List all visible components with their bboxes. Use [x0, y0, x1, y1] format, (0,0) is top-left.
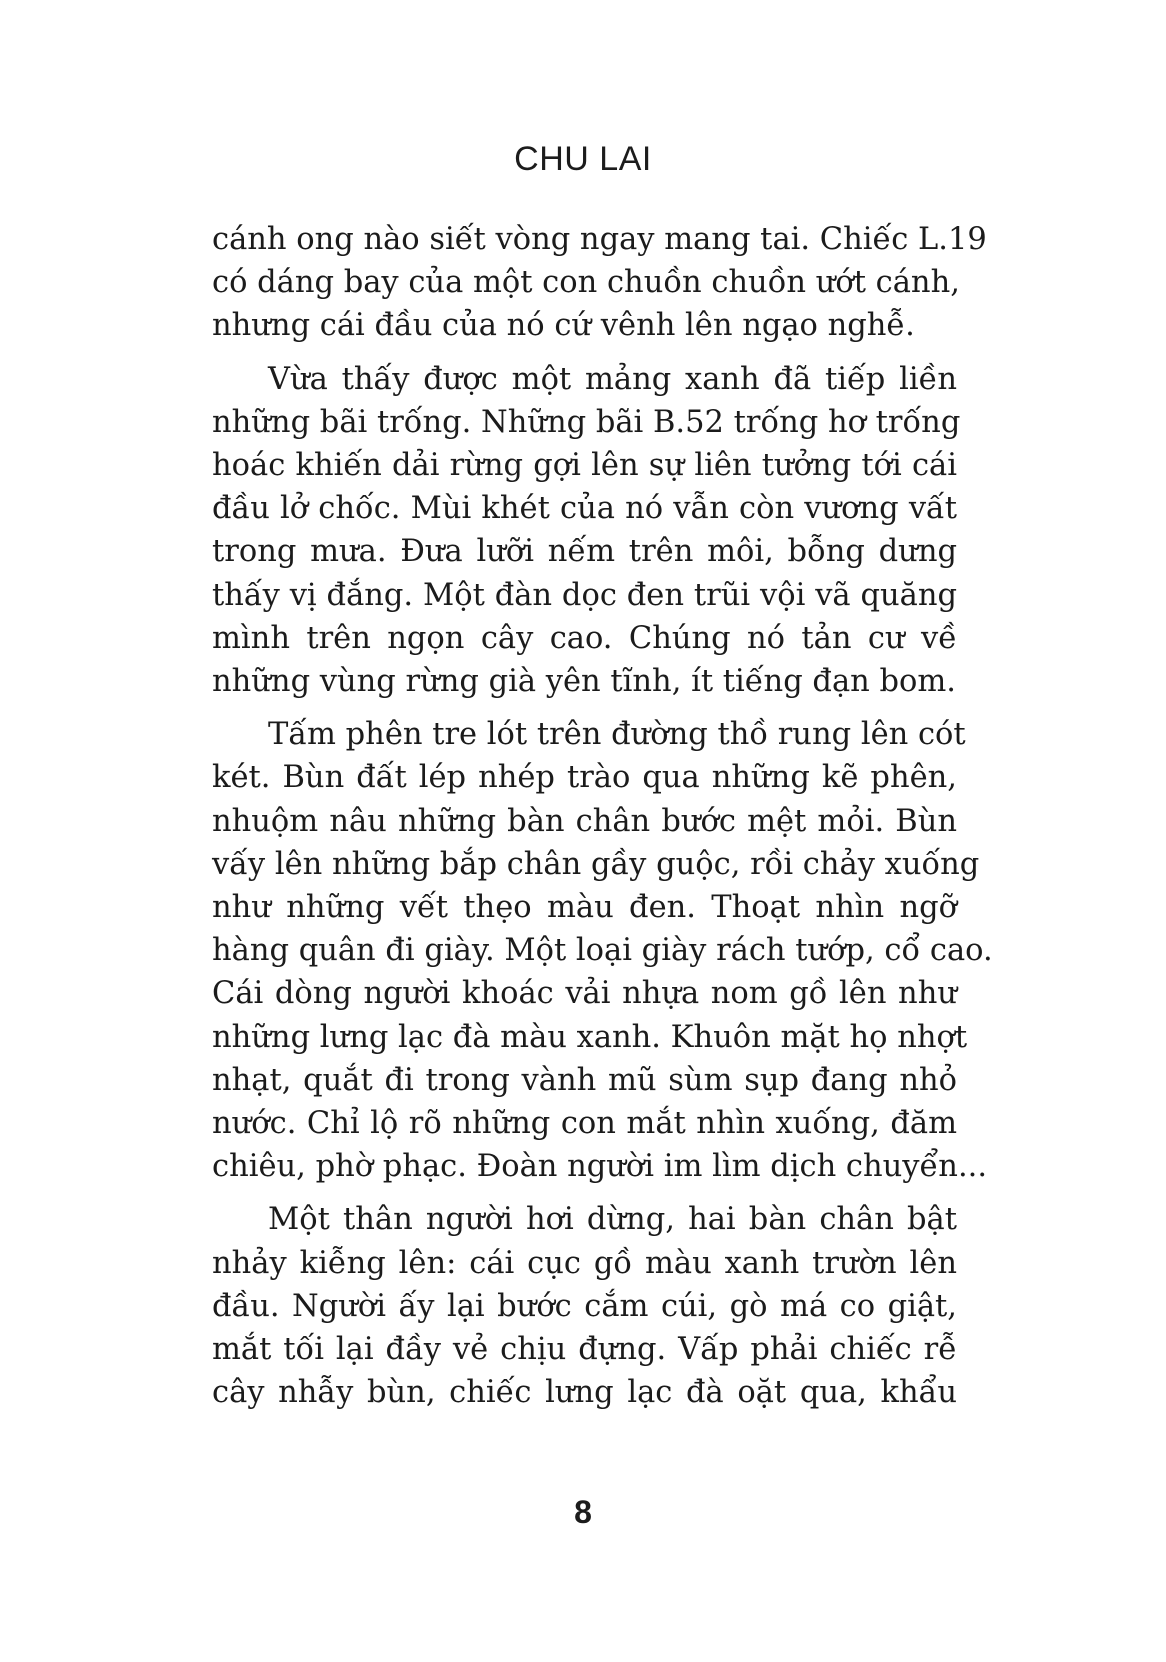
text-line: hoác khiến dải rừng gợi lên sự liên tưởng tới cái: [212, 448, 957, 484]
text-line: những bãi trống. Những bãi B.52 trống hơ trống: [212, 404, 961, 440]
text-line: thấy vị đắng. Một đàn dọc đen trũi vội vã quăng: [212, 577, 957, 613]
text-line: nhưng cái đầu của nó cứ vênh lên ngạo nghễ.: [212, 308, 915, 344]
paragraph-4: [212, 1198, 957, 1414]
text-line: nhạt, quắt đi trong vành mũ sùm sụp đang nhỏ: [212, 1062, 957, 1098]
paragraph-3: [212, 713, 993, 1188]
text-line: những lưng lạc đà màu xanh. Khuôn mặt họ nhợt: [212, 1019, 968, 1055]
text-line: nhuộm nâu những bàn chân bước mệt mỏi. Bùn: [212, 803, 957, 839]
page-number: 8: [574, 1494, 592, 1530]
text-line: mình trên ngọn cây cao. Chúng nó tản cư về: [212, 620, 957, 656]
text-line: cánh ong nào siết vòng ngay mang tai. Chiếc L.19: [212, 222, 987, 257]
text-line: đầu lở chốc. Mùi khét của nó vẫn còn vương vất: [212, 491, 957, 527]
text-line: két. Bùn đất lép nhép trào qua những kẽ phên,: [212, 760, 957, 796]
text-line: Cái dòng người khoác vải nhựa nom gồ lên như: [212, 976, 957, 1012]
paragraph-2: [212, 358, 961, 704]
text-line: Tấm phên tre lót trên đường thồ rung lên cót: [268, 717, 966, 753]
text-line: nhảy kiễng lên: cái cục gồ màu xanh trườn lên: [212, 1245, 957, 1281]
text-line: Vừa thấy được một mảng xanh đã tiếp liền: [268, 361, 957, 397]
body-text: [212, 218, 993, 1424]
paragraph-1: [212, 218, 987, 348]
text-line: trong mưa. Đưa lưỡi nếm trên môi, bỗng dưng: [212, 534, 957, 570]
running-head-title: CHU LAI: [514, 140, 652, 178]
text-line: đầu. Người ấy lại bước cắm cúi, gò má co giật,: [212, 1288, 957, 1324]
text-line: nước. Chỉ lộ rõ những con mắt nhìn xuống, đăm: [212, 1106, 957, 1142]
text-line: vấy lên những bắp chân gầy guộc, rồi chảy xuống: [212, 846, 980, 882]
text-line: cây nhẫy bùn, chiếc lưng lạc đà oặt qua, khẩu: [212, 1375, 957, 1411]
text-line: những vùng rừng già yên tĩnh, ít tiếng đạn bom.: [212, 664, 956, 700]
text-line: như những vết thẹo màu đen. Thoạt nhìn ngỡ: [212, 890, 957, 926]
text-line: hàng quân đi giày. Một loại giày rách tướp, cổ cao.: [212, 933, 993, 969]
text-line: chiêu, phờ phạc. Đoàn người im lìm dịch chuyển...: [212, 1149, 988, 1185]
text-line: có dáng bay của một con chuồn chuồn ướt cánh,: [212, 265, 960, 301]
text-line: mắt tối lại đầy vẻ chịu đựng. Vấp phải chiếc rễ: [212, 1332, 957, 1368]
text-line: Một thân người hơi dừng, hai bàn chân bật: [268, 1202, 957, 1238]
